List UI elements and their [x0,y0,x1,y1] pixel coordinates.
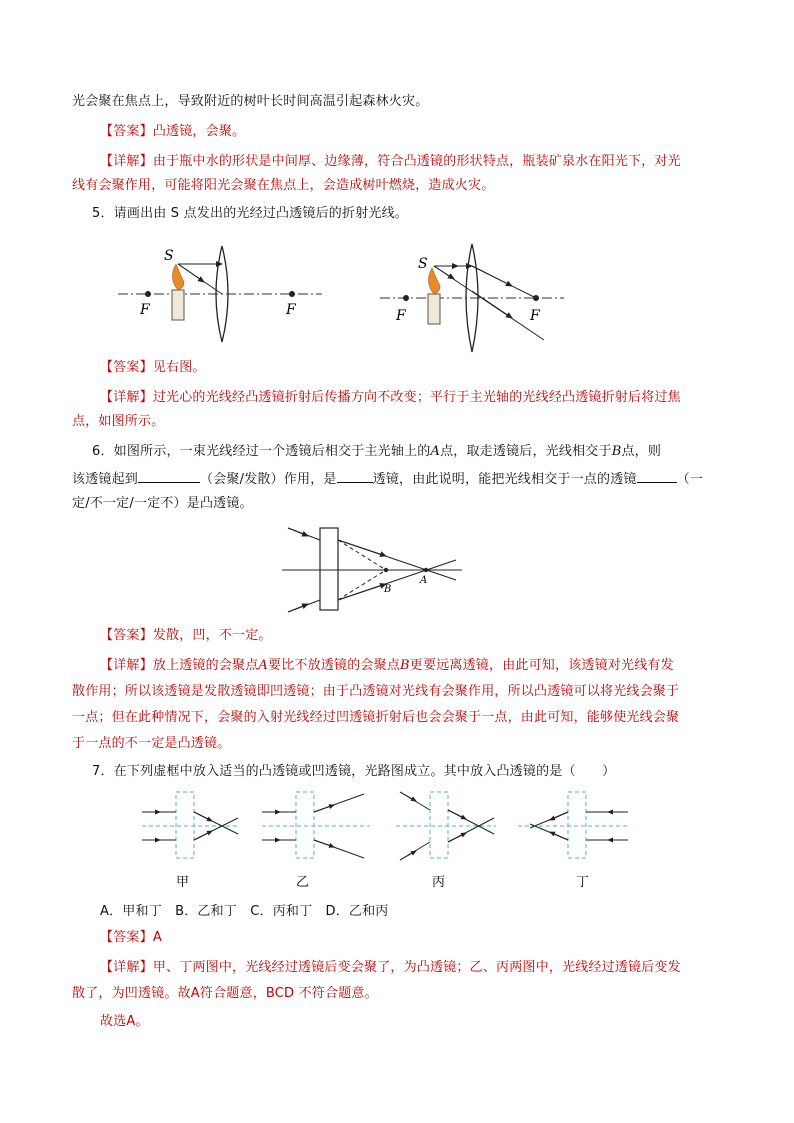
detail-line: 点，如图所示。 [72,414,165,429]
q5-figure-right [372,238,572,356]
answer-blank-1[interactable] [138,468,200,483]
options-line: A．甲和丁 B．乙和丁 C．丙和丁 D．乙和丙 [100,904,389,919]
label-yi: 乙 [296,875,310,890]
answer-line [100,626,272,646]
answer-text: 发散，凹，不一定。 [152,628,272,643]
detail-text: 过光心的光线经凸透镜折射后传播方向不改变；平行于主光轴的光线经凸透镜折射后将过焦 [152,390,681,405]
point-b: B [400,658,410,673]
detail-text: 放上透镜的会聚点 [152,658,259,673]
label-s: S [418,256,428,272]
question-6-line2 [72,468,703,490]
answer-tag: 【答案】 [100,930,153,945]
label-b: B [384,584,392,595]
answer-tag: 【答案】 [100,124,153,139]
label-f-left: F [140,302,150,318]
label-f-left: F [396,308,406,324]
question-6-line1 [92,442,661,462]
q6-text: 点，则 [621,444,662,459]
label-f-right: F [286,302,296,318]
detail-line: 散作用；所以该透镜是发散透镜即凹透镜；由于凸透镜对光线有会聚作用，所以凸透镜可以将光线会聚于 [72,684,680,699]
answer-tag: 【答案】 [100,628,153,643]
detail-line [100,388,681,408]
q7-figures [138,788,638,892]
label-a: A [420,575,428,586]
detail-text: 由于瓶中水的形状是中间厚、边缘薄，符合凸透镜的形状特点，瓶装矿泉水在阳光下，对光 [152,154,681,169]
detail-tag: 【详解】 [100,960,153,975]
detail-line: 散了，为凹透镜。故A符合题意，BCD 不符合题意。 [72,986,378,1001]
q6-figure [280,520,466,616]
point-b: B [611,444,622,459]
detail-line: 线有会聚作用，可能将阳光会聚在焦点上，会造成树叶燃烧，造成火灾。 [72,178,495,193]
point-a: A [430,444,441,459]
label-ding: 丁 [576,875,590,890]
answer-blank-2[interactable] [337,468,373,483]
detail-line [100,958,681,978]
q6-text: 该透镜起到 [72,472,139,487]
answer-text: 凸透镜，会聚。 [152,124,246,139]
q6-text: 透镜，由此说明，能把光线相交于一点的透镜 [372,472,637,487]
answer-text: 见右图。 [152,360,206,375]
figure-ding [518,792,628,890]
detail-tag: 【详解】 [100,390,153,405]
text-line: 光会聚在焦点上，导致附近的树叶长时间高温引起森林火灾。 [72,94,429,109]
figure-yi [262,792,370,890]
label-bing: 丙 [432,875,446,890]
answer-text: A [152,930,162,945]
detail-text: 要比不放透镜的会聚点 [268,658,401,673]
question-5: 5．请画出由 S 点发出的光经过凸透镜后的折射光线。 [92,206,408,221]
detail-tag: 【详解】 [100,154,153,169]
detail-line: 一点；但在此种情况下，会聚的入射光线经过凹透镜折射后也会会聚于一点，由此可知，能够使光线会聚 [72,710,680,725]
answer-blank-3[interactable] [637,468,677,483]
figure-bing [396,792,496,890]
answer-tag: 【答案】 [100,360,153,375]
q6-text: （一 [676,472,704,487]
q6-text: （会聚/发散）作用，是 [200,472,337,487]
detail-text: 甲、丁两图中，光线经过透镜后变会聚了，为凸透镜；乙、丙两图中，光线经过透镜后变发 [152,960,681,975]
question-6-line3: 定/不一定/一定不）是凸透镜。 [72,496,253,511]
detail-tag: 【详解】 [100,658,153,673]
detail-line [100,152,681,172]
label-f-right: F [530,308,540,324]
detail-line: 于一点的不一定是凸透镜。 [72,736,231,751]
conclusion-line: 故选A。 [100,1014,149,1029]
answer-line [100,928,162,948]
detail-line [100,656,674,676]
answer-line [100,358,206,378]
q6-text: 点，取走透镜后，光线相交于 [440,444,612,459]
detail-text: 更要远离透镜，由此可知，该透镜对光线有发 [409,658,674,673]
point-a: A [258,658,269,673]
figure-jia [142,792,238,890]
q6-text: 6．如图所示，一束光线经过一个透镜后相交于主光轴上的 [92,444,431,459]
label-s: S [164,248,174,264]
label-jia: 甲 [176,875,190,890]
question-7: 7．在下列虚框中放入适当的凸透镜或凹透镜，光路图成立。其中放入凸透镜的是（ ） [92,764,616,779]
q5-figure-left [110,238,330,338]
answer-line [100,122,245,142]
